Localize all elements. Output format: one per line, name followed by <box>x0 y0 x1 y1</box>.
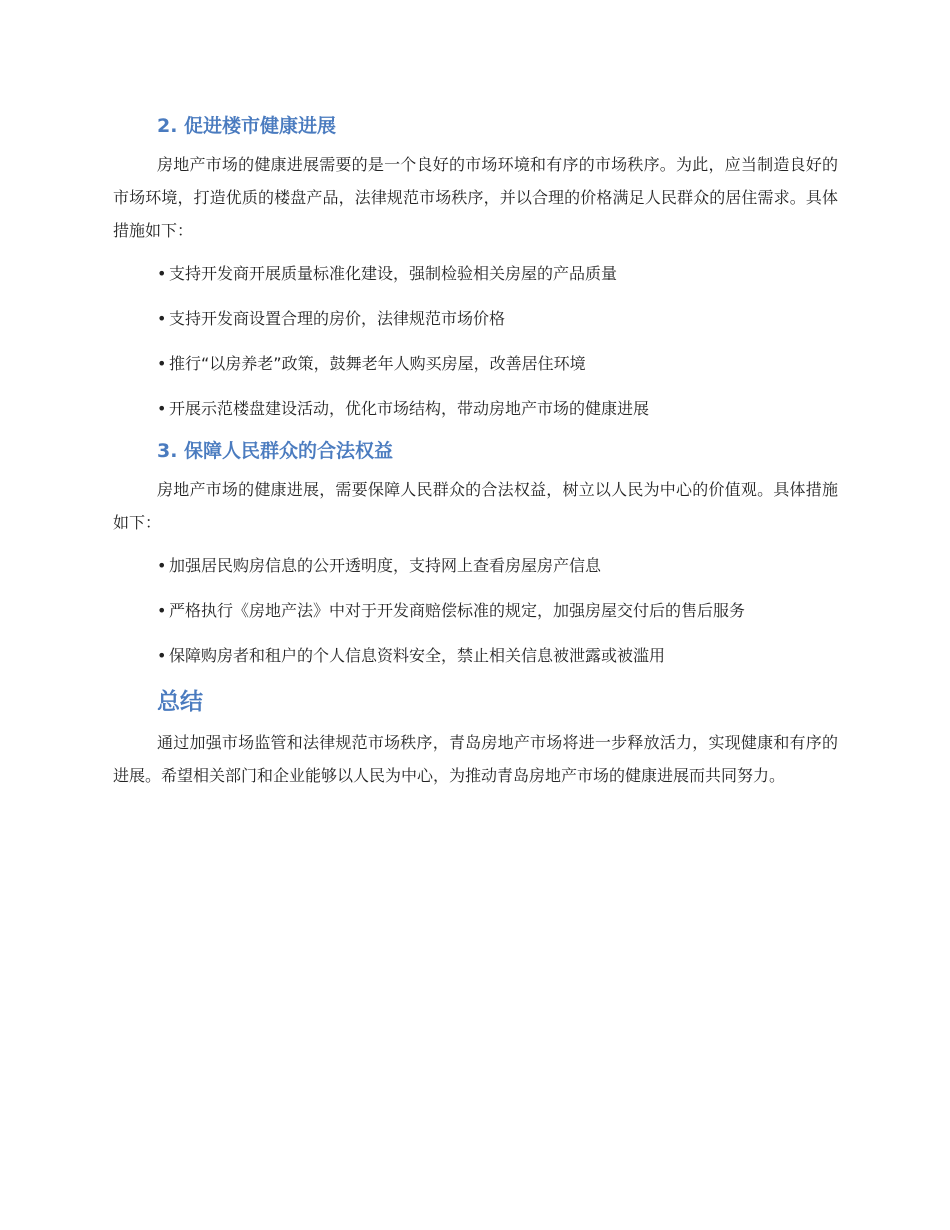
section-paragraph: 房地产市场的健康进展，需要保障人民群众的合法权益，树立以人民为中心的价值观。具体措施如下： <box>113 480 838 532</box>
bullet-icon: • <box>157 309 167 328</box>
list-item: • 保障购房者和租户的个人信息资料安全，禁止相关信息被泄露或被滥用 <box>157 646 666 665</box>
section-heading: 3. 保障人民群众的合法权益 <box>157 440 394 462</box>
section-protect-rights <box>113 433 838 678</box>
section-paragraph: 房地产市场的健康进展需要的是一个良好的市场环境和有序的市场秩序。为此，应当制造良好的市场环境，打造优质的楼盘产品，法律规范市场秩序，并以合理的价格满足人民群众的居住需求。具体措施如下： <box>113 155 838 240</box>
summary-heading: 总结 <box>157 689 203 715</box>
section-promote-market <box>113 108 838 431</box>
list-item: • 严格执行《房地产法》中对于开发商赔偿标准的规定，加强房屋交付后的售后服务 <box>157 601 746 620</box>
list-item: • 推行“以房养老”政策，鼓舞老年人购买房屋，改善居住环境 <box>157 354 586 373</box>
bullet-icon: • <box>157 399 167 418</box>
measure-list <box>113 543 838 678</box>
bullet-icon: • <box>157 601 167 620</box>
list-item: • 开展示范楼盘建设活动，优化市场结构，带动房地产市场的健康进展 <box>157 399 650 418</box>
section-heading: 2. 促进楼市健康进展 <box>157 115 337 137</box>
bullet-icon: • <box>157 354 167 373</box>
bullet-icon: • <box>157 646 167 665</box>
document-page <box>113 108 838 792</box>
bullet-icon: • <box>157 264 167 283</box>
summary-paragraph: 通过加强市场监管和法律规范市场秩序，青岛房地产市场将进一步释放活力，实现健康和有序的进展。希望相关部门和企业能够以人民为中心，为推动青岛房地产市场的健康进展而共同努力。 <box>113 733 838 785</box>
measure-list <box>113 251 838 431</box>
list-item: • 支持开发商开展质量标准化建设，强制检验相关房屋的产品质量 <box>157 264 618 283</box>
bullet-icon: • <box>157 556 167 575</box>
section-summary <box>113 682 838 792</box>
list-item: • 加强居民购房信息的公开透明度，支持网上查看房屋房产信息 <box>157 556 602 575</box>
list-item: • 支持开发商设置合理的房价，法律规范市场价格 <box>157 309 506 328</box>
